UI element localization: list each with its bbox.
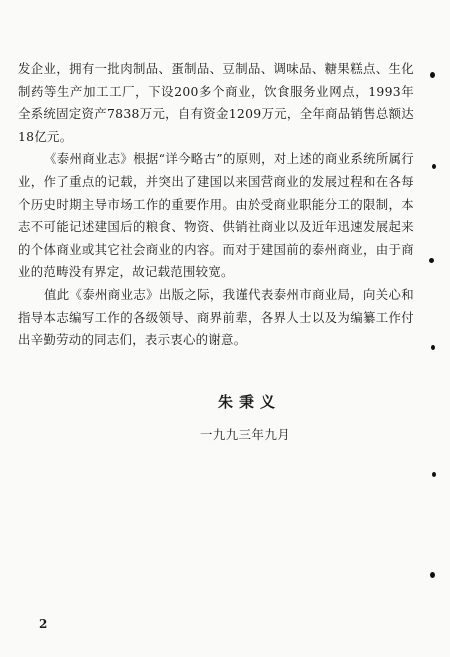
scan-speck <box>432 472 436 477</box>
scan-speck <box>429 258 434 263</box>
paragraph-1: 发企业，拥有一批肉制品、蛋制品、豆制品、调味品、糖果糕点、生化制药等生产加工工厂，下设200多个商业，饮食服务业网点，1993年全系统固定资产7838万元，自有资金1209万元，全年商品销售总额达18亿元。 <box>18 61 414 144</box>
scan-speck <box>431 345 435 350</box>
preface-body <box>18 58 414 352</box>
preface-date: 一九九三年九月 <box>200 427 291 442</box>
scan-speck <box>432 164 436 169</box>
paragraph-3: 值此《泰州商业志》出版之际，我谨代表泰州市商业局，向关心和指导本志编写工作的各级领导、商界前辈，各界人士以及为编纂工作付出辛勤劳动的同志们，表示衷心的谢意。 <box>18 286 414 348</box>
page-number: 2 <box>39 617 48 631</box>
author-signature: 朱秉义 <box>218 393 282 411</box>
scan-speck <box>430 72 435 78</box>
paragraph-2: 《泰州商业志》根据“详今略古”的原则，对上述的商业系统所属行业，作了重点的记载，并突出了建国以来国营商业的发展过程和在各每个历史时期主导市场工作的重要作用。由於受商业职能分工的限制，本志不可能记述建国后的粮食、物资、供销社商业以及近年迅速发展起来的个体商业或其它社会商业的内容。而对于建国前的泰州商业，由于商业的范畴没有界定，故记载范围较宽。 <box>18 151 414 280</box>
scan-speck <box>430 572 435 578</box>
